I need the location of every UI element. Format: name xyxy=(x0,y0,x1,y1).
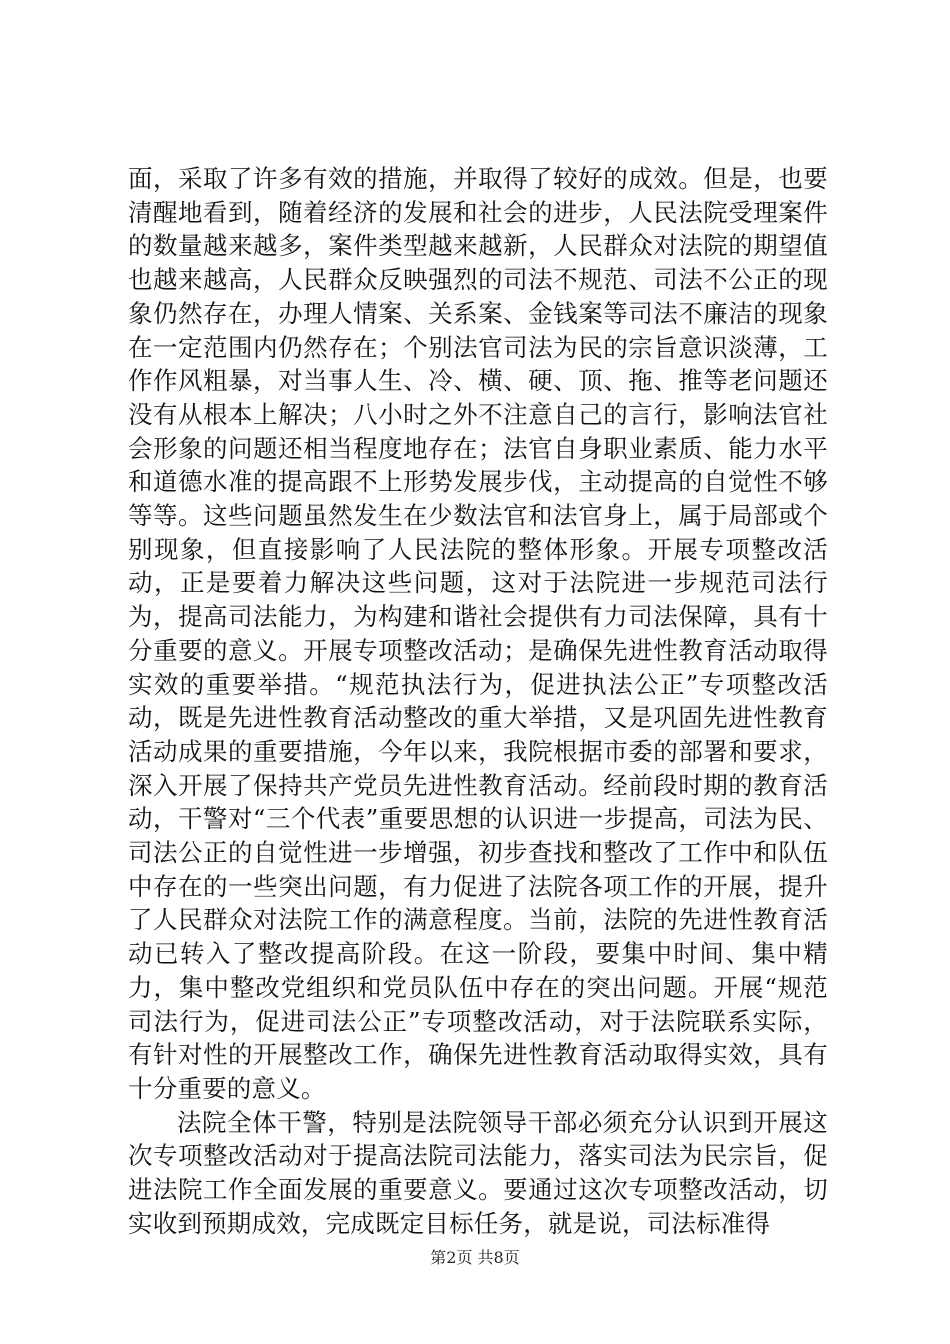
page-number-footer: 第2页 共8页 xyxy=(430,1248,520,1267)
paragraph-cadres: 法院全体干警，特别是法院领导干部必须充分认识到开展这次专项整改活动对于提高法院司法能力，落实司法为民宗旨，促进法院工作全面发展的重要意义。要通过这次专项整改活动，切实收到预期成效，完成既定目标任务，就是说，司法标准得 xyxy=(128,1107,828,1238)
body-text xyxy=(128,162,828,1241)
paragraph-continued: 面，采取了许多有效的措施，并取得了较好的成效。但是，也要清醒地看到，随着经济的发展和社会的进步，人民法院受理案件的数量越来越多，案件类型越来越新，人民群众对法院的期望值也越来越高，人民群众反映强烈的司法不规范、司法不公正的现象仍然存在，办理人情案、关系案、金钱案等司法不廉洁的现象在一定范围内仍然存在；个别法官司法为民的宗旨意识淡薄，工作作风粗暴，对当事人生、冷、横、硬、顶、拖、推等老问题还没有从根本上解决；八小时之外不注意自己的言行，影响法官社会形象的问题还相当程度地存在；法官自身职业素质、能力水平和道德水准的提高跟不上形势发展步伐，主动提高的自觉性不够等等。这些问题虽然发生在少数法官和法官身上，属于局部或个别现象，但直接影响了人民法院的整体形象。开展专项整改活动，正是要着力解决这些问题，这对于法院进一步规范司法行为，提高司法能力，为构建和谐社会提供有力司法保障，具有十分重要的意义。开展专项整改活动；是确保先进性教育活动取得实效的重要举措。“规范执法行为，促进执法公正”专项整改活动，既是先进性教育活动整改的重大举措，又是巩固先进性教育活动成果的重要措施，今年以来，我院根据市委的部署和要求，深入开展了保持共产党员先进性教育活动。经前段时期的教育活动，干警对“三个代表”重要思想的认识进一步提高，司法为民、司法公正的自觉性进一步增强，初步查找和整改了工作中和队伍中存在的一些突出问题，有力促进了法院各项工作的开展，提升了人民群众对法院工作的满意程度。当前，法院的先进性教育活动已转入了整改提高阶段。在这一阶段，要集中时间、集中精力，集中整改党组织和党员队伍中存在的突出问题。开展“规范司法行为，促进司法公正”专项整改活动，对于法院联系实际，有针对性的开展整改工作，确保先进性教育活动取得实效，具有十分重要的意义。 xyxy=(128,164,828,1103)
